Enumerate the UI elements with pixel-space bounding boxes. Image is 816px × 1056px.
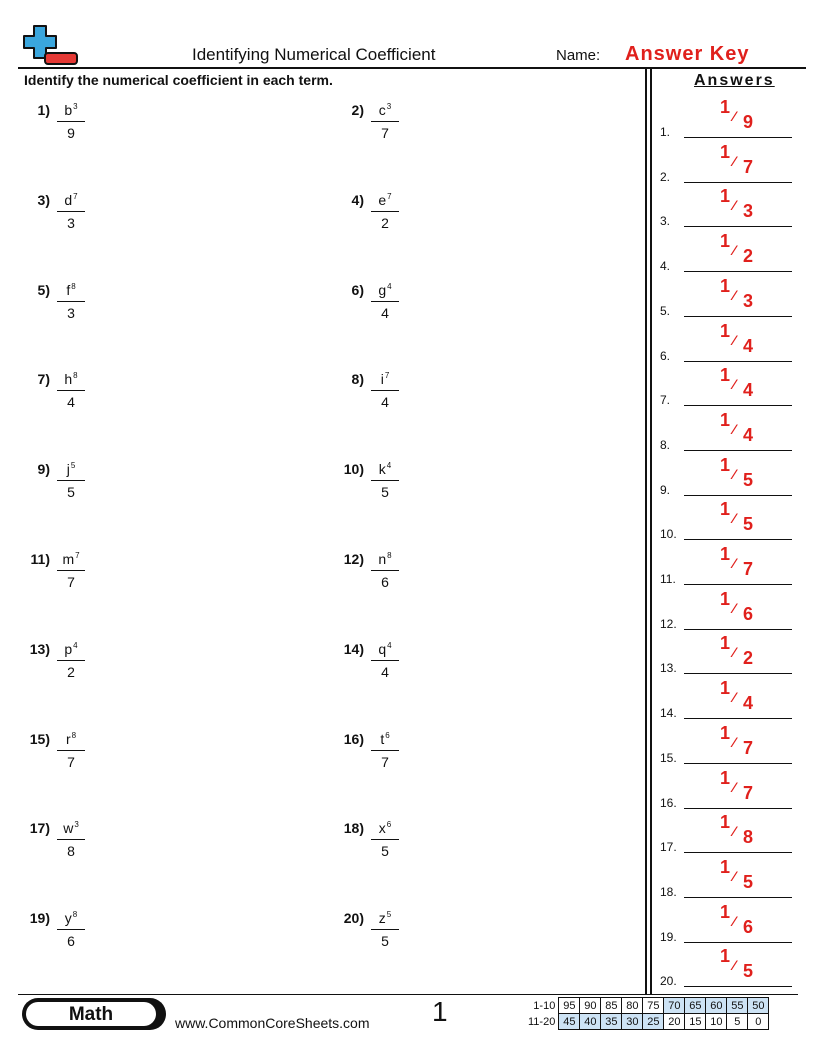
problem-fraction [371, 371, 399, 410]
problem-fraction [371, 282, 399, 321]
score-cell: 10 [706, 1014, 727, 1030]
score-cell: 75 [643, 998, 664, 1014]
variable: z [378, 910, 386, 927]
problem-fraction [371, 192, 399, 231]
variable: g [378, 281, 387, 298]
variable: t [380, 730, 385, 747]
fraction-denominator: 3 [67, 214, 75, 231]
answer-row [660, 946, 792, 990]
fraction-numerator [371, 641, 399, 661]
answer-numerator: 1 [720, 320, 731, 341]
problem-number: 19) [29, 910, 50, 927]
score-cell: 45 [559, 1014, 580, 1030]
variable: x [378, 820, 386, 837]
answer-number: 12. [660, 616, 677, 631]
answer-line [684, 629, 792, 630]
answer-line [684, 808, 792, 809]
score-cell: 80 [622, 998, 643, 1014]
answer-line [684, 137, 792, 138]
subject-badge [22, 998, 166, 1030]
problem-number: 13) [29, 640, 50, 657]
problem-number: 12) [343, 551, 364, 567]
problem-fraction [57, 371, 85, 410]
fraction-slash: ⁄ [733, 510, 736, 527]
problem-fraction [57, 192, 85, 231]
fraction-denominator: 5 [381, 933, 389, 950]
answer-row [660, 321, 792, 365]
answer-number: 11. [660, 572, 676, 586]
answer-number: 9. [660, 482, 671, 497]
answer-line [684, 718, 792, 719]
problem-fraction [57, 102, 85, 141]
fraction-denominator: 5 [67, 484, 75, 501]
website-url: www.CommonCoreSheets.com [175, 1015, 370, 1031]
answer-denominator: 7 [743, 782, 754, 803]
answer-number: 16. [660, 795, 677, 810]
problem-number: 10) [343, 461, 364, 478]
fraction-denominator: 4 [381, 663, 389, 680]
answer-line [684, 450, 792, 451]
answer-numerator: 1 [720, 544, 731, 564]
page-number: 1 [432, 996, 448, 1027]
variable: y [64, 910, 72, 927]
answer-number: 13. [660, 661, 677, 676]
answer-row [660, 633, 792, 677]
answer-row [660, 902, 792, 946]
answer-number: 17. [660, 840, 677, 855]
answer-line [684, 405, 792, 406]
exponent: 7 [384, 371, 390, 381]
answer-line [684, 361, 792, 362]
fraction-slash: ⁄ [733, 242, 736, 259]
fraction-slash: ⁄ [733, 733, 736, 750]
fraction-denominator: 4 [381, 304, 389, 321]
exponent: 3 [73, 102, 78, 111]
fraction-denominator: 7 [381, 753, 389, 770]
problem-fraction [57, 731, 85, 770]
answer-number: 8. [660, 437, 671, 452]
problem-number: 14) [343, 640, 364, 657]
problem-fraction [371, 102, 399, 141]
exponent: 7 [73, 191, 78, 201]
answer-row [660, 231, 792, 275]
answer-denominator: 4 [743, 693, 754, 714]
problem-number: 7) [37, 371, 50, 388]
answer-row [660, 499, 792, 543]
answer-numerator: 1 [720, 141, 731, 162]
fraction-numerator [371, 551, 399, 571]
fraction-denominator: 4 [67, 394, 75, 411]
fraction-denominator: 5 [381, 484, 389, 501]
answer-numerator: 1 [720, 856, 731, 877]
answer-row [660, 678, 792, 722]
answer-denominator: 9 [743, 112, 754, 132]
fraction-denominator: 7 [67, 574, 75, 590]
exponent: 8 [72, 910, 78, 920]
answer-line [684, 986, 792, 987]
exponent: 4 [386, 461, 392, 471]
exponent: 6 [385, 730, 390, 740]
fraction-denominator: 5 [381, 843, 389, 860]
fraction-slash: ⁄ [733, 555, 736, 571]
answer-row [660, 857, 792, 901]
answer-number: 15. [660, 750, 677, 765]
answer-numerator: 1 [720, 454, 731, 475]
answer-number: 1. [660, 125, 671, 139]
answer-number: 18. [660, 884, 677, 899]
variable: k [378, 461, 386, 478]
problem-fraction [57, 461, 85, 500]
answer-numerator: 1 [720, 97, 731, 117]
column-divider [650, 67, 652, 995]
exponent: 8 [71, 281, 76, 291]
fraction-numerator [57, 731, 85, 751]
exponent: 8 [71, 730, 77, 740]
variable: n [378, 551, 387, 567]
fraction-numerator [371, 820, 399, 840]
answer-denominator: 7 [743, 156, 754, 177]
problem-number: 18) [343, 820, 364, 837]
answer-row [660, 276, 792, 320]
footer-divider [18, 994, 798, 995]
fraction-numerator [57, 461, 85, 481]
answer-number: 19. [660, 929, 677, 944]
answer-number: 7. [660, 393, 671, 408]
answer-denominator: 8 [743, 827, 754, 848]
fraction-numerator [371, 192, 399, 212]
answer-number: 3. [660, 214, 671, 229]
answer-numerator: 1 [720, 186, 731, 207]
problem-number: 5) [37, 281, 50, 298]
answer-denominator: 5 [743, 514, 754, 535]
variable: w [63, 820, 74, 837]
answer-numerator: 1 [720, 275, 731, 296]
variable: c [378, 102, 386, 118]
score-row [526, 998, 769, 1014]
fraction-numerator [371, 102, 399, 122]
variable: d [64, 191, 73, 208]
score-cell: 90 [580, 998, 601, 1014]
exponent: 4 [387, 281, 392, 291]
answer-key-label: Answer Key [625, 43, 750, 65]
exponent: 5 [386, 910, 392, 920]
fraction-denominator: 7 [67, 753, 75, 770]
score-cell: 25 [643, 1014, 664, 1030]
answer-row [660, 768, 792, 812]
fraction-slash: ⁄ [733, 420, 736, 437]
fraction-denominator: 2 [381, 214, 389, 231]
fraction-slash: ⁄ [733, 912, 736, 929]
answer-denominator: 2 [743, 246, 754, 267]
problem-number: 11) [30, 551, 50, 567]
answer-line [684, 673, 792, 674]
fraction-slash: ⁄ [733, 689, 736, 706]
answer-row [660, 410, 792, 454]
score-table [526, 997, 769, 1030]
fraction-denominator: 7 [381, 125, 389, 141]
answer-numerator: 1 [720, 722, 731, 743]
plus-minus-logo-icon [22, 24, 80, 66]
answer-line [684, 852, 792, 853]
problem-number: 8) [351, 371, 364, 388]
problem-fraction [57, 551, 85, 590]
problem-number: 15) [29, 730, 50, 747]
fraction-denominator: 9 [67, 125, 75, 141]
variable: h [64, 371, 73, 388]
problem-fraction [57, 910, 85, 949]
exponent: 3 [74, 820, 79, 830]
score-range: 1-10 [533, 999, 556, 1012]
answer-numerator: 1 [720, 231, 731, 252]
exponent: 8 [387, 551, 392, 560]
score-cell: 95 [559, 998, 580, 1014]
fraction-denominator: 8 [67, 843, 75, 860]
answer-denominator: 5 [743, 871, 754, 892]
answer-denominator: 4 [743, 380, 754, 401]
variable: m [62, 551, 75, 567]
problem-fraction [371, 641, 399, 680]
problem-number: 2) [351, 102, 364, 118]
fraction-slash: ⁄ [733, 331, 736, 348]
answer-row [660, 723, 792, 767]
fraction-numerator [57, 551, 85, 571]
fraction-numerator [371, 461, 399, 481]
fraction-slash: ⁄ [733, 823, 736, 840]
exponent: 4 [387, 640, 392, 650]
answer-numerator: 1 [720, 678, 731, 699]
fraction-numerator [57, 192, 85, 212]
score-cell: 15 [685, 1014, 706, 1030]
problem-fraction [371, 731, 399, 770]
answer-line [684, 897, 792, 898]
score-cell: 85 [601, 998, 622, 1014]
problem-fraction [371, 910, 399, 949]
answer-line [684, 763, 792, 764]
answer-number: 2. [660, 169, 671, 184]
problem-fraction [371, 820, 399, 859]
answer-denominator: 7 [743, 737, 754, 758]
score-cell: 30 [622, 1014, 643, 1030]
fraction-denominator: 4 [381, 394, 389, 411]
problem-number: 17) [29, 820, 50, 837]
fraction-slash: ⁄ [733, 376, 736, 393]
variable: p [64, 640, 73, 657]
fraction-denominator: 3 [67, 304, 75, 321]
variable: r [65, 730, 71, 747]
problem-number: 3) [37, 191, 50, 208]
problem-number: 20) [343, 910, 364, 927]
answer-number: 14. [660, 706, 677, 721]
problem-fraction [57, 641, 85, 680]
instructions: Identify the numerical coefficient in each term. [24, 72, 333, 88]
fraction-numerator [371, 371, 399, 391]
fraction-slash: ⁄ [733, 197, 736, 214]
score-cell: 20 [664, 1014, 685, 1030]
problem-number: 4) [351, 191, 364, 208]
fraction-slash: ⁄ [733, 599, 736, 616]
variable: f [66, 281, 71, 298]
fraction-denominator: 2 [67, 663, 75, 680]
answers-heading: Answers [694, 72, 775, 89]
fraction-slash: ⁄ [733, 465, 736, 482]
fraction-numerator [57, 282, 85, 302]
answer-row [660, 812, 792, 856]
answer-denominator: 6 [743, 916, 754, 937]
answer-denominator: 4 [743, 335, 754, 356]
problem-fraction [57, 282, 85, 321]
exponent: 4 [73, 640, 78, 650]
answer-line [684, 271, 792, 272]
answer-number: 10. [660, 527, 677, 542]
answer-numerator: 1 [720, 812, 731, 833]
fraction-slash: ⁄ [733, 152, 736, 169]
answer-line [684, 539, 792, 540]
fraction-numerator [371, 282, 399, 302]
answer-denominator: 3 [743, 290, 754, 311]
answer-line [684, 584, 792, 585]
fraction-slash: ⁄ [733, 644, 736, 661]
worksheet-title: Identifying Numerical Coefficient [192, 45, 436, 64]
answer-denominator: 6 [743, 603, 754, 624]
answer-denominator: 5 [743, 469, 754, 490]
answer-number: 4. [660, 259, 671, 274]
fraction-numerator [57, 641, 85, 661]
variable: q [378, 640, 387, 657]
exponent: 6 [386, 820, 392, 830]
score-cell: 40 [580, 1014, 601, 1030]
answer-numerator: 1 [720, 499, 731, 520]
variable: b [64, 102, 73, 118]
answer-numerator: 1 [720, 365, 731, 386]
exponent: 8 [73, 371, 78, 381]
problem-fraction [371, 461, 399, 500]
answer-row [660, 589, 792, 633]
fraction-numerator [57, 371, 85, 391]
problem-number: 1) [37, 102, 50, 118]
exponent: 5 [70, 461, 76, 471]
answer-denominator: 4 [743, 424, 754, 445]
problem-fraction [371, 551, 399, 590]
header-divider [18, 67, 806, 69]
answer-number: 6. [660, 348, 671, 363]
problem-number: 16) [343, 730, 364, 747]
answer-row [660, 365, 792, 409]
exponent: 7 [387, 191, 392, 201]
score-row [526, 1014, 769, 1030]
problem-fraction [57, 820, 85, 859]
exponent: 7 [75, 551, 80, 560]
score-range: 11-20 [528, 1015, 556, 1028]
fraction-slash: ⁄ [733, 957, 736, 974]
fraction-slash: ⁄ [733, 286, 736, 303]
name-label: Name: [556, 47, 601, 64]
answer-numerator: 1 [720, 946, 731, 967]
subject-label: Math [26, 1002, 156, 1026]
score-cell: 55 [727, 998, 748, 1014]
answer-row [660, 97, 792, 141]
score-cell: 5 [727, 1014, 748, 1030]
answer-numerator: 1 [720, 588, 731, 609]
answer-denominator: 7 [743, 559, 754, 579]
answer-row [660, 142, 792, 186]
fraction-slash: ⁄ [733, 108, 736, 124]
fraction-slash: ⁄ [733, 867, 736, 884]
column-divider [645, 67, 647, 995]
answer-number: 5. [660, 303, 671, 318]
answer-denominator: 5 [743, 961, 754, 982]
score-cell: 70 [664, 998, 685, 1014]
answer-line [684, 226, 792, 227]
answer-number: 20. [660, 974, 677, 989]
answer-line [684, 316, 792, 317]
variable: j [66, 461, 70, 478]
fraction-denominator: 6 [381, 574, 389, 590]
fraction-numerator [57, 102, 85, 122]
variable: i [380, 371, 384, 388]
answer-denominator: 3 [743, 201, 754, 222]
answer-numerator: 1 [720, 901, 731, 922]
problem-number: 9) [37, 461, 50, 478]
score-cell: 0 [748, 1014, 769, 1030]
answer-numerator: 1 [720, 409, 731, 430]
score-cell: 50 [748, 998, 769, 1014]
answer-row [660, 544, 792, 588]
score-cell: 60 [706, 998, 727, 1014]
answer-line [684, 942, 792, 943]
answer-row [660, 186, 792, 230]
problem-number: 6) [351, 281, 364, 298]
fraction-numerator [371, 910, 399, 930]
fraction-numerator [57, 910, 85, 930]
score-cell: 65 [685, 998, 706, 1014]
answer-row [660, 455, 792, 499]
fraction-denominator: 6 [67, 933, 75, 950]
answer-numerator: 1 [720, 767, 731, 788]
fraction-numerator [371, 731, 399, 751]
answer-line [684, 495, 792, 496]
variable: e [378, 191, 387, 208]
answer-numerator: 1 [720, 633, 731, 654]
score-cell: 35 [601, 1014, 622, 1030]
answer-line [684, 182, 792, 183]
fraction-numerator [57, 820, 85, 840]
answer-denominator: 2 [743, 648, 754, 669]
fraction-slash: ⁄ [733, 778, 736, 795]
exponent: 3 [386, 102, 392, 111]
